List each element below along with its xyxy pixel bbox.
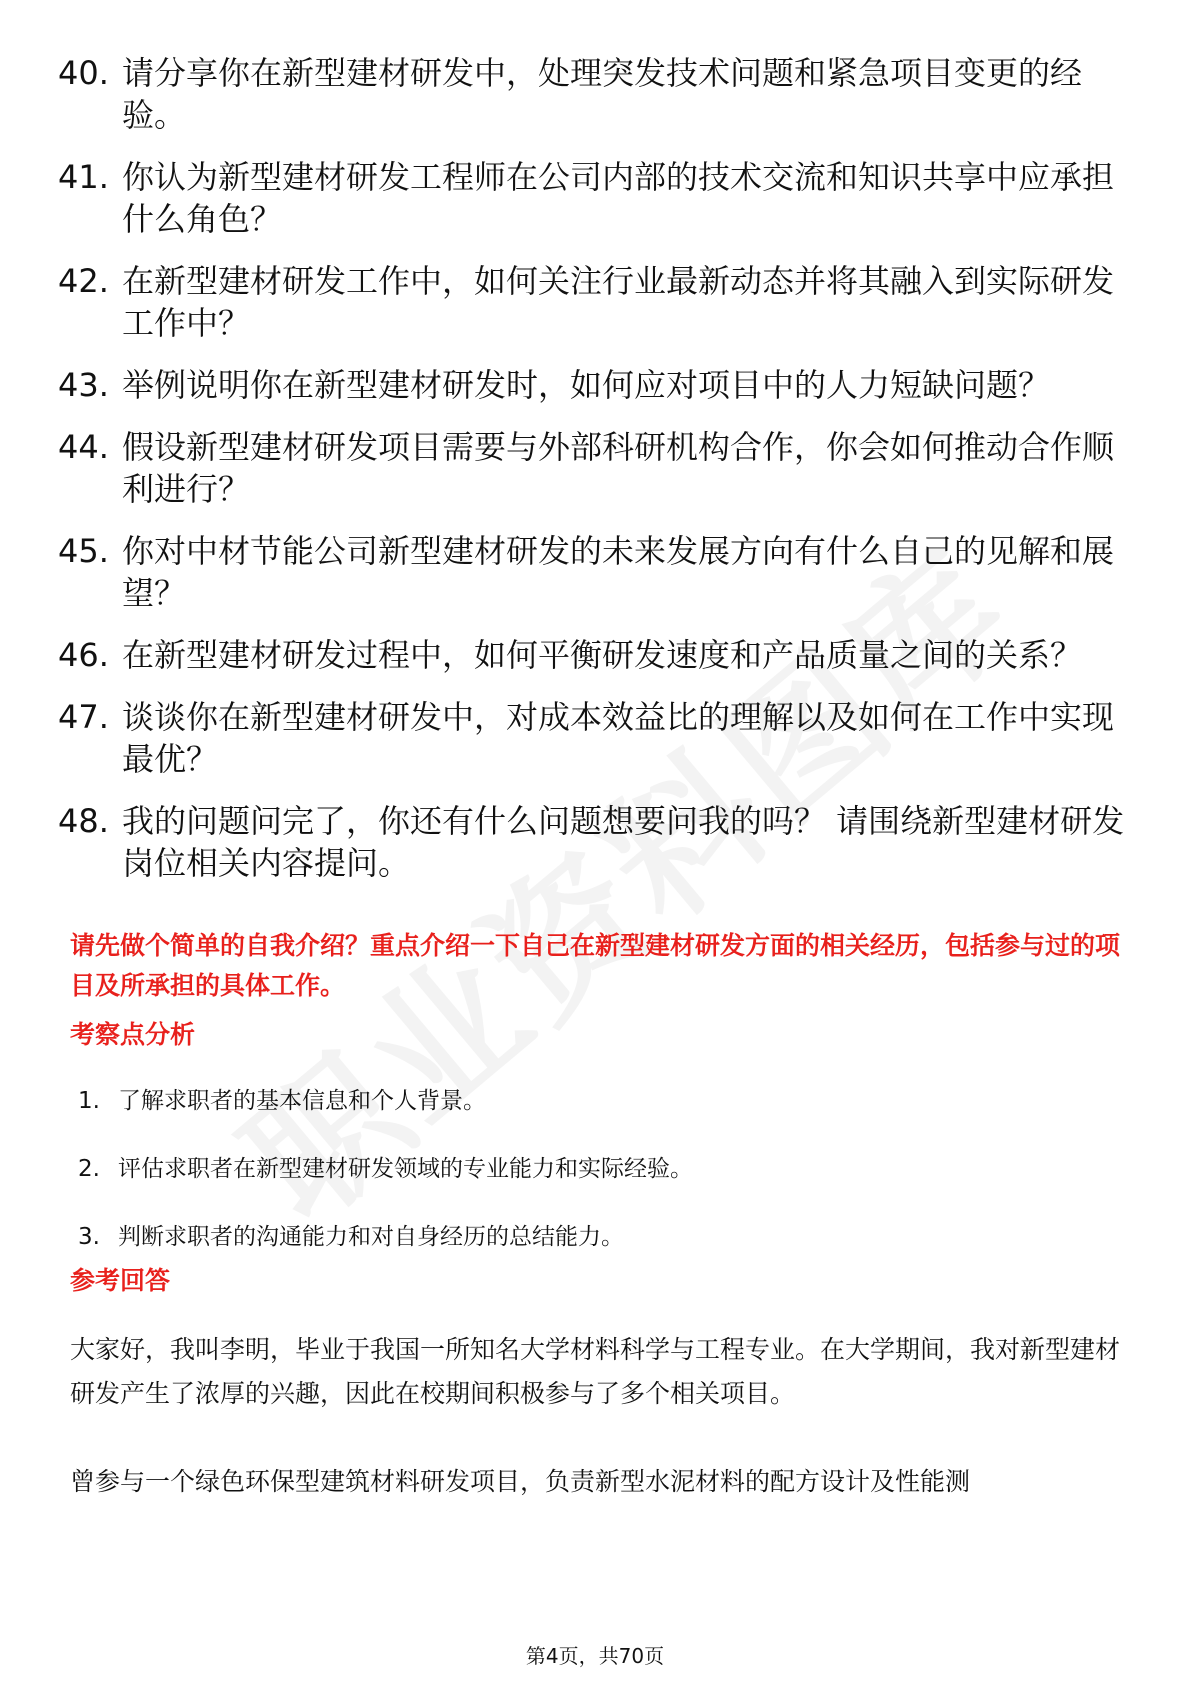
- question-item: [58, 696, 1128, 780]
- answer-paragraph: 曾参与一个绿色环保型建筑材料研发项目，负责新型水泥材料的配方设计及性能测: [70, 1467, 971, 1496]
- question-number: 41.: [58, 158, 109, 196]
- analysis-item: [78, 1220, 1118, 1254]
- question-text: 我的问题问完了，你还有什么问题想要问我的吗？ 请围绕新型建材研发岗位相关内容提问。: [122, 802, 1125, 882]
- question-number: 48.: [58, 802, 109, 840]
- analysis-item: [78, 1084, 1118, 1118]
- question-item: [58, 156, 1128, 240]
- reference-title: 参考回答: [70, 1266, 171, 1295]
- answer-paragraph: 大家好，我叫李明，毕业于我国一所知名大学材料科学与工程专业。在大学期间，我对新型建材研发产生了浓厚的兴趣，因此在校期间积极参与了多个相关项目。: [70, 1335, 1121, 1408]
- question-number: 42.: [58, 262, 109, 300]
- analysis-title: 考察点分析: [70, 1020, 196, 1049]
- page-footer: 第4页，共70页: [525, 1644, 665, 1668]
- question-list: [58, 52, 1128, 904]
- analysis-number: 1.: [78, 1088, 100, 1114]
- question-text: 假设新型建材研发项目需要与外部科研机构合作，你会如何推动合作顺利进行？: [122, 428, 1115, 508]
- question-item: [58, 530, 1128, 614]
- question-number: 45.: [58, 532, 109, 570]
- question-text: 在新型建材研发过程中，如何平衡研发速度和产品质量之间的关系？: [122, 636, 1083, 674]
- question-item: [58, 426, 1128, 510]
- question-text: 谈谈你在新型建材研发中，对成本效益比的理解以及如何在工作中实现最优？: [122, 698, 1115, 778]
- question-number: 46.: [58, 636, 109, 674]
- analysis-text: 评估求职者在新型建材研发领域的专业能力和实际经验。: [118, 1156, 693, 1182]
- question-text: 请分享你在新型建材研发中，处理突发技术问题和紧急项目变更的经验。: [122, 54, 1083, 134]
- question-text: 举例说明你在新型建材研发时，如何应对项目中的人力短缺问题？: [122, 366, 1051, 404]
- question-item: [58, 800, 1128, 884]
- analysis-number: 2.: [78, 1156, 100, 1182]
- question-item: [58, 634, 1128, 676]
- analysis-item: [78, 1152, 1118, 1186]
- featured-question: 请先做个简单的自我介绍？重点介绍一下自己在新型建材研发方面的相关经历，包括参与过的项目及所承担的具体工作。: [70, 931, 1121, 1000]
- analysis-list: [78, 1084, 1118, 1288]
- analysis-text: 了解求职者的基本信息和个人背景。: [118, 1088, 486, 1114]
- analysis-number: 3.: [78, 1224, 100, 1250]
- analysis-text: 判断求职者的沟通能力和对自身经历的总结能力。: [118, 1224, 624, 1250]
- question-number: 40.: [58, 54, 109, 92]
- question-item: [58, 364, 1128, 406]
- question-number: 43.: [58, 366, 109, 404]
- question-number: 44.: [58, 428, 109, 466]
- question-item: [58, 52, 1128, 136]
- question-text: 在新型建材研发工作中，如何关注行业最新动态并将其融入到实际研发工作中？: [122, 262, 1115, 342]
- question-number: 47.: [58, 698, 109, 736]
- question-item: [58, 260, 1128, 344]
- question-text: 你认为新型建材研发工程师在公司内部的技术交流和知识共享中应承担什么角色？: [122, 158, 1115, 238]
- question-text: 你对中材节能公司新型建材研发的未来发展方向有什么自己的见解和展望？: [122, 532, 1115, 612]
